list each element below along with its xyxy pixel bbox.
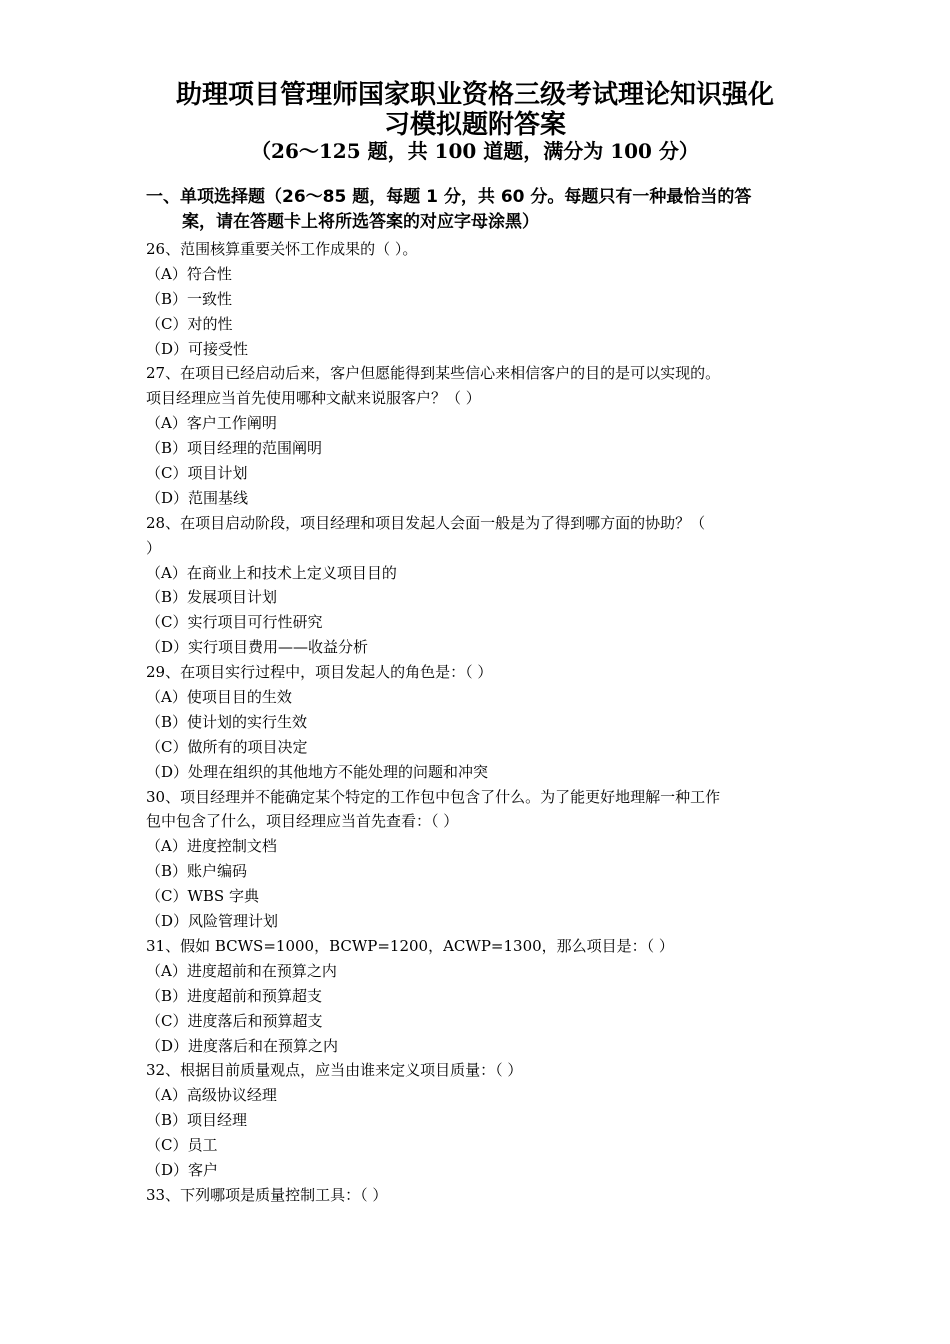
answer-option: （C）WBS 字典 xyxy=(146,887,259,906)
section-heading-line2: 案，请在答题卡上将所选答案的对应字母涂黑） xyxy=(182,212,539,232)
question-text-line: 30、项目经理并不能确定某个特定的工作包中包含了什么。为了能更好地理解一种工作 xyxy=(146,787,721,806)
answer-option: （C）对的性 xyxy=(146,314,233,333)
answer-option: （D）范围基线 xyxy=(146,488,249,507)
answer-option: （B）发展项目计划 xyxy=(146,588,278,607)
answer-option: （B）一致性 xyxy=(146,289,233,308)
section-heading xyxy=(146,185,811,235)
question-text-line: 31、假如 BCWS=1000，BCWP=1200，ACWP=1300，那么项目是：（ ） xyxy=(146,936,674,955)
question-list xyxy=(146,237,811,1208)
question-text-line: 29、在项目实行过程中，项目发起人的角色是：（ ） xyxy=(146,663,493,682)
answer-option: （D）进度落后和在预算之内 xyxy=(146,1036,339,1055)
answer-option: （C）进度落后和预算超支 xyxy=(146,1011,323,1030)
answer-option: （C）项目计划 xyxy=(146,464,248,483)
answer-option: （B）账户编码 xyxy=(146,862,248,881)
answer-option: （A）符合性 xyxy=(146,264,232,283)
question-text-line: 32、根据目前质量观点，应当由谁来定义项目质量：（ ） xyxy=(146,1061,523,1080)
answer-option: （A）在商业上和技术上定义项目目的 xyxy=(146,563,397,582)
question-text-line: 28、在项目启动阶段，项目经理和项目发起人会面一般是为了得到哪方面的协助？（ xyxy=(146,513,706,532)
document-title-line2: 习模拟题附答案 xyxy=(383,110,566,140)
question-text-line: ） xyxy=(146,538,162,557)
answer-option: （B）项目经理 xyxy=(146,1111,248,1130)
document-title-line1: 助理项目管理师国家职业资格三级考试理论知识强化 xyxy=(175,80,774,110)
answer-option: （C）实行项目可行性研究 xyxy=(146,613,323,632)
question-text-line: 26、范围核算重要关怀工作成果的（ ）。 xyxy=(146,240,418,258)
question-text-line: 包中包含了什么，项目经理应当首先查看：（ ） xyxy=(146,812,459,831)
answer-option: （D）客户 xyxy=(146,1160,219,1179)
answer-option: （D）实行项目费用——收益分析 xyxy=(146,638,369,657)
answer-option: （B）项目经理的范围阐明 xyxy=(146,439,323,458)
question-text-line: 27、在项目已经启动后来，客户但愿能得到某些信心来相信客户的目的是可以实现的。 xyxy=(146,364,721,383)
document-subtitle: （26～125 题，共 100 道题，满分为 100 分） xyxy=(251,139,699,163)
answer-option: （B）使计划的实行生效 xyxy=(146,712,308,731)
answer-option: （A）高级协议经理 xyxy=(146,1086,277,1105)
section-heading-line1: 一、单项选择题（26～85 题，每题 1 分，共 60 分。每题只有一种最恰当的答 xyxy=(146,187,752,207)
answer-option: （C）做所有的项目决定 xyxy=(146,737,308,756)
answer-option: （A）使项目目的生效 xyxy=(146,688,292,707)
answer-option: （D）可接受性 xyxy=(146,339,249,358)
answer-option: （A）客户工作阐明 xyxy=(146,414,277,433)
answer-option: （A）进度控制文档 xyxy=(146,837,277,856)
answer-option: （D）处理在组织的其他地方不能处理的问题和冲突 xyxy=(146,762,489,781)
answer-option: （B）进度超前和预算超支 xyxy=(146,986,323,1005)
question-text-line: 项目经理应当首先使用哪种文献来说服客户？（ ） xyxy=(146,389,481,408)
answer-option: （C）员工 xyxy=(146,1136,218,1155)
answer-option: （D）风险管理计划 xyxy=(146,912,279,931)
answer-option: （A）进度超前和在预算之内 xyxy=(146,961,337,980)
question-text-line: 33、下列哪项是质量控制工具：（ ） xyxy=(146,1185,388,1204)
